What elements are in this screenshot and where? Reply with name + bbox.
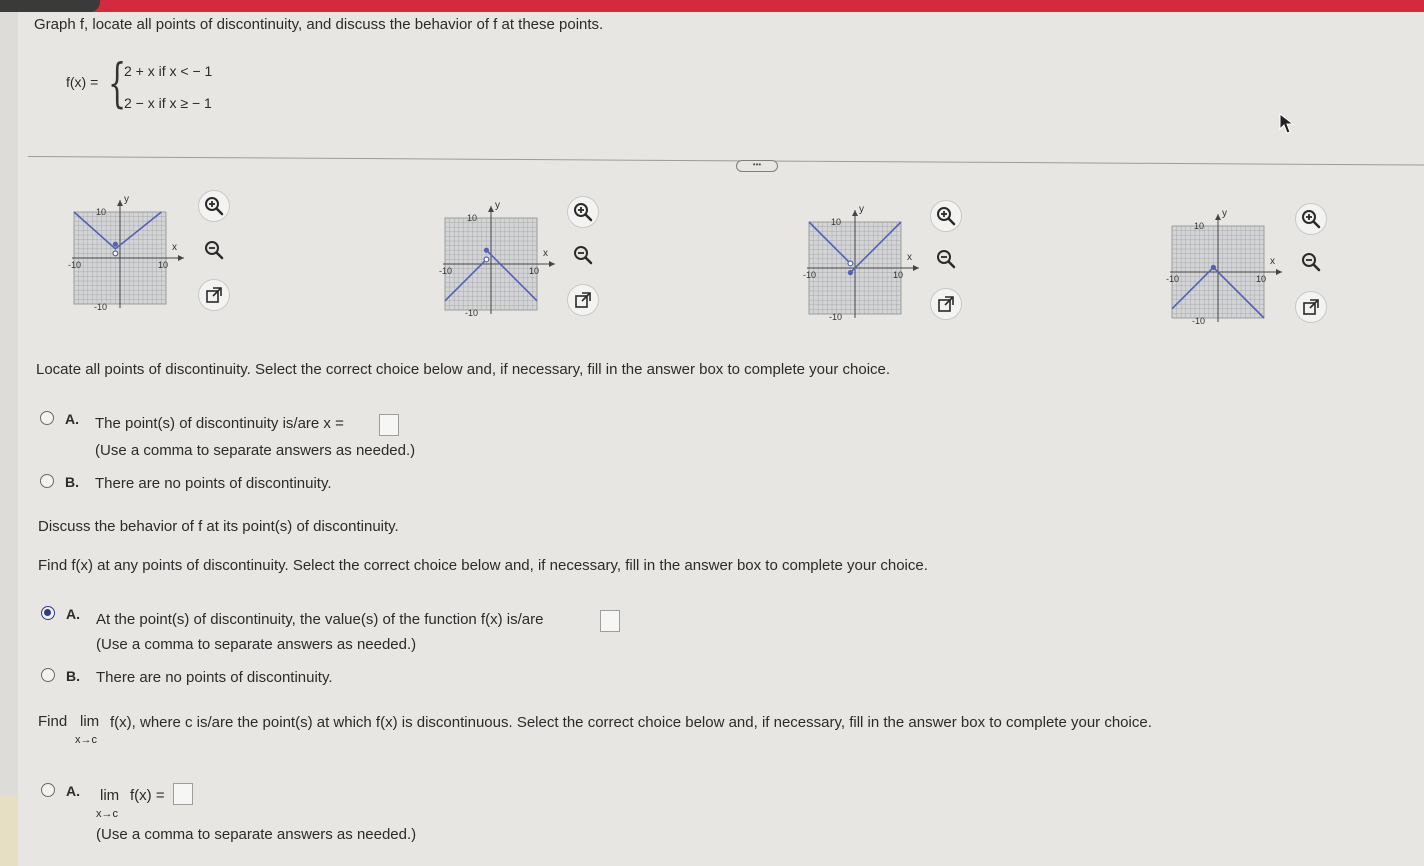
part1-answer-box[interactable] [379, 414, 399, 436]
graph-tick-right: 10 [158, 260, 169, 270]
part2-choice-a-letter: A. [66, 606, 80, 622]
part3-choice-a-subscript: x→c [96, 808, 118, 820]
part2-answer-box[interactable] [600, 610, 620, 632]
part3-choice-a-lim: lim [100, 787, 120, 804]
part2-choice-a-radio[interactable] [41, 606, 55, 620]
part1-choice-a-radio[interactable] [40, 411, 54, 425]
graph-y-axis-label: y [859, 204, 864, 215]
discuss-heading: Discuss the behavior of f at its point(s) of discontinuity. [38, 518, 399, 535]
piecewise-case-1: 2 + x if x < − 1 [124, 63, 213, 79]
part2-choice-a-hint: (Use a comma to separate answers as needed.) [96, 636, 417, 653]
part3-prompt-lim: lim [80, 713, 100, 730]
part3-choice-a-letter: A. [66, 783, 80, 799]
graph-tick-bottom: -10 [94, 302, 108, 312]
graph-y-axis-label: y [1222, 208, 1227, 219]
graph-x-axis-label: x [543, 248, 548, 259]
graph-x-axis-label: x [907, 252, 912, 263]
graph-tick-right: 10 [1256, 274, 1267, 284]
part3-choice-a-radio[interactable] [41, 783, 55, 797]
left-margin [0, 12, 18, 866]
part2-choice-b-letter: B. [66, 668, 80, 684]
piecewise-brace: { [108, 54, 127, 114]
graph-option-3[interactable] [801, 202, 911, 322]
zoom-out-icon[interactable] [930, 243, 962, 275]
part3-answer-box[interactable] [173, 783, 193, 805]
part3-prompt-rest: f(x), where c is/are the point(s) at which f(x) is discontinuous. Select the correct choice below and, if necessary, fill in the answer box to complete your choice. [110, 714, 1152, 731]
mouse-cursor-icon [1279, 113, 1295, 135]
part3-choice-a-fx: f(x) = [130, 787, 165, 804]
part3-prompt-find: Find [38, 713, 68, 730]
zoom-in-icon[interactable] [198, 190, 230, 222]
graph-tick-right: 10 [529, 266, 540, 276]
graph-y-axis-label: y [124, 194, 129, 205]
open-external-icon[interactable] [567, 284, 599, 316]
part1-prompt: Locate all points of discontinuity. Select the correct choice below and, if necessary, fill in the answer box to complete your choice. [36, 361, 891, 378]
zoom-in-icon[interactable] [1295, 203, 1327, 235]
graph-x-axis-label: x [172, 242, 177, 253]
graph-x-axis-label: x [1270, 256, 1275, 267]
piecewise-case-2: 2 − x if x ≥ − 1 [124, 95, 212, 111]
left-margin-highlight [0, 795, 18, 866]
graph-tick-right: 10 [893, 270, 904, 280]
graph-tick-bottom: -10 [465, 308, 479, 318]
section-divider [28, 156, 1424, 166]
graph-tick-left: -10 [68, 260, 82, 270]
part1-choice-a-text: The point(s) of discontinuity is/are x = [95, 415, 344, 432]
graph-tick-bottom: -10 [829, 312, 843, 322]
zoom-out-icon[interactable] [1295, 246, 1327, 278]
graph-tick-top: 10 [467, 213, 478, 223]
part1-choice-a-hint: (Use a comma to separate answers as needed.) [95, 442, 416, 459]
graph-option-2[interactable] [437, 198, 547, 318]
open-external-icon[interactable] [198, 279, 230, 311]
zoom-in-icon[interactable] [567, 196, 599, 228]
zoom-out-icon[interactable] [198, 234, 230, 266]
part2-prompt: Find f(x) at any points of discontinuity. Select the correct choice below and, if necessary, fill in the answer box to complete your choice. [38, 557, 928, 574]
part2-choice-b-text: There are no points of discontinuity. [96, 669, 333, 686]
graph-tick-top: 10 [831, 217, 842, 227]
part3-prompt-limit-subscript: x→c [75, 734, 97, 746]
graph-option-4[interactable] [1164, 206, 1274, 326]
divider-drag-handle[interactable]: ••• [736, 160, 778, 172]
graph-option-1[interactable] [66, 192, 176, 312]
part2-choice-a-text: At the point(s) of discontinuity, the value(s) of the function f(x) is/are [96, 611, 544, 628]
graph-tick-top: 10 [1194, 221, 1205, 231]
graph-tick-left: -10 [1166, 274, 1180, 284]
part2-choice-b-radio[interactable] [41, 668, 55, 682]
part1-choice-a-letter: A. [65, 411, 79, 427]
open-external-icon[interactable] [930, 288, 962, 320]
part1-choice-b-letter: B. [65, 474, 79, 490]
function-label: f(x) = [66, 74, 99, 90]
part1-choice-b-radio[interactable] [40, 474, 54, 488]
graph-tick-left: -10 [803, 270, 817, 280]
graph-tick-top: 10 [96, 207, 107, 217]
graph-y-axis-label: y [495, 200, 500, 211]
open-external-icon[interactable] [1295, 291, 1327, 323]
zoom-out-icon[interactable] [567, 239, 599, 271]
part3-choice-a-hint: (Use a comma to separate answers as needed.) [96, 826, 417, 843]
graph-tick-left: -10 [439, 266, 453, 276]
part1-choice-b-text: There are no points of discontinuity. [95, 475, 332, 492]
top-bar-tab [0, 0, 100, 12]
top-accent-bar [0, 0, 1424, 12]
zoom-in-icon[interactable] [930, 200, 962, 232]
question-title: Graph f, locate all points of discontinuity, and discuss the behavior of f at these points. [34, 16, 604, 33]
graph-tick-bottom: -10 [1192, 316, 1206, 326]
